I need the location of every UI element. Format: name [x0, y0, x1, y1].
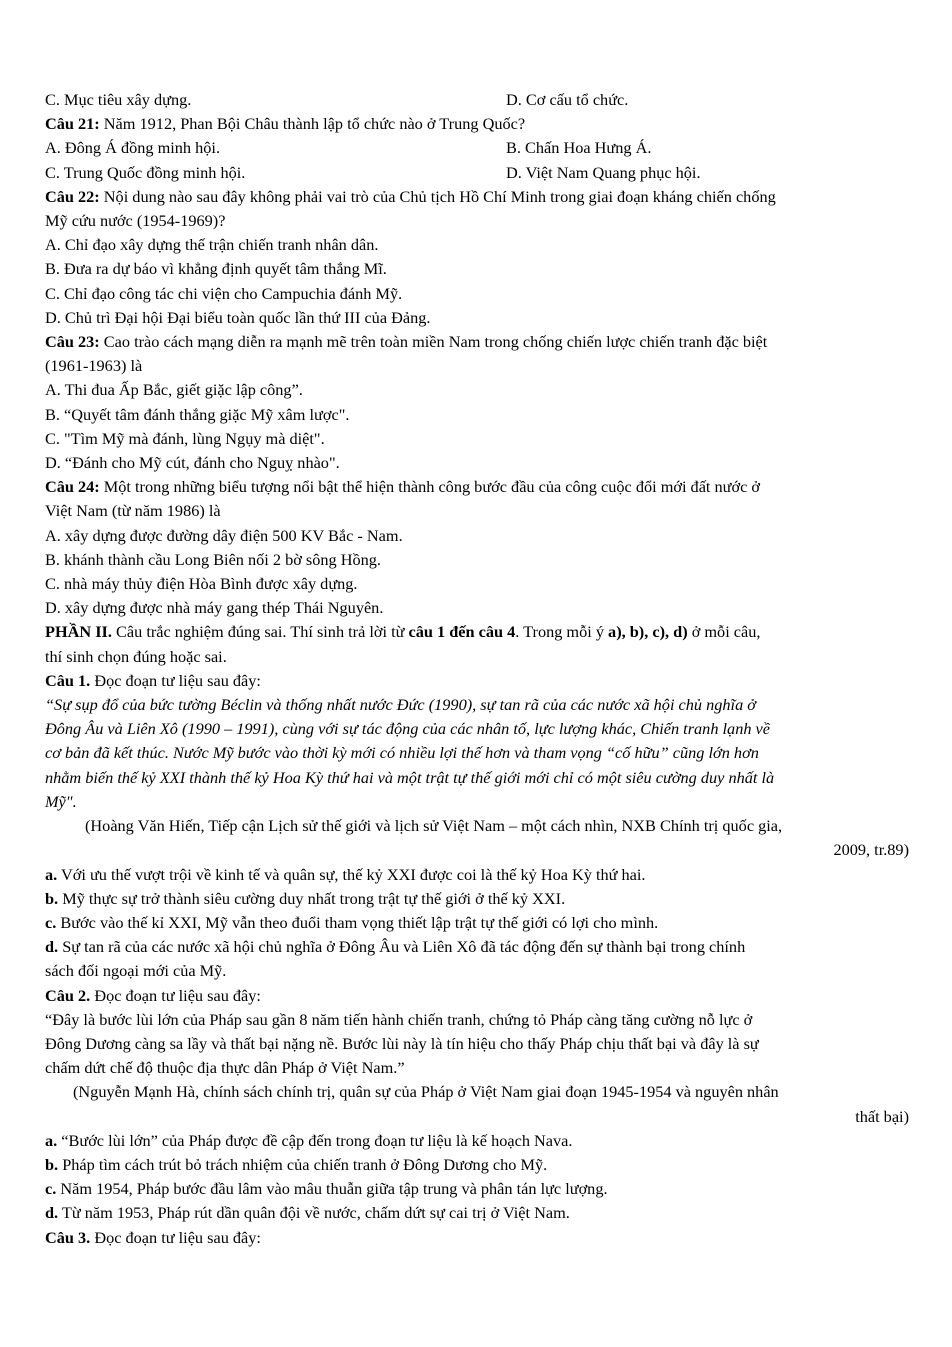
c1-citation: (Hoàng Văn Hiến, Tiếp cận Lịch sử thế giới và lịch sử Việt Nam – một cách nhìn, NXB Chính trị quốc gia, [85, 816, 783, 836]
part2-bold-items: a), b), c), d) [608, 622, 688, 642]
q24-option-c: C. nhà máy thủy điện Hòa Bình được xây dựng. [45, 574, 358, 594]
c1-d-text-line1: Sự tan rã của các nước xã hội chủ nghĩa ở Đông Âu và Liên Xô đã tác động đến sự thành bại trong chính [58, 937, 746, 957]
q21-label: Câu 21: [45, 114, 100, 134]
q22-text-line2: Mỹ cứu nước (1954-1969)? [45, 211, 226, 231]
c2-d-label: d. [45, 1203, 59, 1223]
q23-option-c: C. "Tìm Mỹ mà đánh, lùng Ngụy mà diệt". [45, 428, 325, 448]
c1-c-label: c. [45, 912, 57, 932]
c3-stem [45, 1226, 909, 1250]
c1-d-text-line2: sách đối ngoại mới của Mỹ. [45, 961, 227, 981]
q24-option-b: B. khánh thành cầu Long Biên nối 2 bờ sông Hồng. [45, 549, 382, 569]
c1-c-text: Bước vào thế kỉ XXI, Mỹ vẫn theo đuổi tham vọng thiết lập trật tự thế giới có lợi cho mình. [56, 912, 659, 932]
c2-citation-end: thất bại) [855, 1106, 909, 1126]
c1-citation-end: 2009, tr.89) [833, 840, 909, 860]
q23-text-line1: Cao trào cách mạng diễn ra mạnh mẽ trên toàn miền Nam trong chống chiến lược chiến tranh đặc biệt [99, 332, 768, 352]
q22-option-b: B. Đưa ra dự báo vì khẳng định quyết tâm thắng Mĩ. [45, 259, 387, 279]
c2-statement-b [45, 1153, 909, 1177]
c1-quote-line: nhằm biến thế kỷ XXI thành thế kỷ Hoa Kỳ thứ hai và một trật tự thế giới mới chỉ có một siêu cường duy nhất là [45, 767, 775, 787]
c2-intro: Đọc đoạn tư liệu sau đây: [90, 985, 261, 1005]
part2-text-line2: thí sinh chọn đúng hoặc sai. [45, 646, 227, 666]
c1-a-text: Với ưu thế vượt trội về kinh tế và quân sự, thế kỷ XXI được coi là thế kỷ Hoa Kỳ thứ hai. [57, 864, 646, 884]
c2-d-text: Từ năm 1953, Pháp rút dần quân đội về nước, chấm dứt sự cai trị ở Việt Nam. [58, 1203, 570, 1223]
q24-stem-line1 [45, 475, 909, 499]
c2-a-label: a. [45, 1130, 58, 1150]
q23-option-b: B. “Quyết tâm đánh thắng giặc Mỹ xâm lược". [45, 404, 350, 424]
q23-option-a: A. Thi đua Ấp Bắc, giết giặc lập công”. [45, 380, 303, 400]
q22-label: Câu 22: [45, 186, 100, 206]
q24-text-line1: Một trong những biểu tượng nổi bật thể hiện thành công bước đầu của công cuộc đổi mới đất nước ở [99, 477, 760, 497]
q20-option-d: D. Cơ cấu tổ chức. [506, 90, 629, 109]
c2-citation: (Nguyễn Mạnh Hà, chính sách chính trị, quân sự của Pháp ở Việt Nam giai đoạn 1945-1954 và nguyên nhân [73, 1082, 779, 1102]
c1-quote-line: cơ bản đã kết thúc. Nước Mỹ bước vào thời kỳ mới có nhiều lợi thế hơn và tham vọng “cố hữu” cũng lớn hơn [45, 743, 759, 763]
q22-stem-line1 [45, 185, 909, 209]
c1-statement-a [45, 863, 909, 887]
c2-quote-line: chấm dứt chế độ thuộc địa thực dân Pháp ở Việt Nam.” [45, 1058, 405, 1078]
c2-statement-d [45, 1201, 909, 1225]
c2-quote-line: “Đây là bước lùi lớn của Pháp sau gần 8 năm tiến hành chiến tranh, chứng tỏ Pháp càng tăng cường nỗ lực ở [45, 1009, 753, 1029]
q20-option-c: C. Mục tiêu xây dựng. [45, 90, 192, 109]
q22-option-d: D. Chủ trì Đại hội Đại biểu toàn quốc lần thứ III của Đảng. [45, 307, 431, 327]
c2-quote-line: Đông Dương càng sa lầy và thất bại nặng nề. Bước lùi này là tín hiệu cho thấy Pháp chịu thất bại và đây là sự [45, 1033, 759, 1053]
q21-option-d: D. Việt Nam Quang phục hội. [506, 162, 701, 182]
c1-statement-b [45, 887, 909, 911]
c1-b-label: b. [45, 888, 59, 908]
c1-d-label: d. [45, 937, 59, 957]
c2-b-text: Pháp tìm cách trút bỏ trách nhiệm của chiến tranh ở Đông Dương cho Mỹ. [58, 1154, 548, 1174]
part2-text-c: ở mỗi câu, [687, 622, 761, 642]
q21-option-c: C. Trung Quốc đồng minh hội. [45, 162, 246, 182]
q24-option-a: A. xây dựng được đường dây điện 500 KV Bắc - Nam. [45, 525, 403, 545]
q21-option-b: B. Chấn Hoa Hưng Á. [506, 138, 652, 158]
q24-option-d: D. xây dựng được nhà máy gang thép Thái Nguyên. [45, 598, 384, 618]
q20-options-cd [45, 88, 909, 112]
c2-statement-a [45, 1129, 909, 1153]
q24-text-line2: Việt Nam (từ năm 1986) là [45, 501, 221, 521]
c2-b-label: b. [45, 1154, 59, 1174]
part2-heading [45, 620, 909, 644]
part2-bold-range: câu 1 đến câu 4 [408, 622, 516, 642]
q21-text: Năm 1912, Phan Bội Châu thành lập tổ chức nào ở Trung Quốc? [99, 114, 526, 134]
c3-label: Câu 3. [45, 1227, 91, 1247]
q22-option-c: C. Chỉ đạo công tác chi viện cho Campuchia đánh Mỹ. [45, 283, 403, 303]
c2-stem [45, 984, 909, 1008]
exam-page [45, 88, 909, 1250]
q21-stem [45, 112, 909, 136]
q23-text-line2: (1961-1963) là [45, 356, 143, 376]
c2-label: Câu 2. [45, 985, 91, 1005]
c2-statement-c [45, 1177, 909, 1201]
c2-a-text: “Bước lùi lớn” của Pháp được đề cập đến trong đoạn tư liệu là kế hoạch Nava. [57, 1130, 573, 1150]
q21-option-a: A. Đông Á đồng minh hội. [45, 138, 221, 158]
q23-stem-line1 [45, 330, 909, 354]
c2-c-label: c. [45, 1179, 57, 1199]
c3-intro: Đọc đoạn tư liệu sau đây: [90, 1227, 261, 1247]
q21-options-cd [45, 161, 909, 185]
c1-statement-c [45, 911, 909, 935]
q23-option-d: D. “Đánh cho Mỹ cút, đánh cho Nguỵ nhào". [45, 453, 340, 473]
q24-label: Câu 24: [45, 477, 100, 497]
c1-quote-line: “Sự sụp đổ của bức tường Béclin và thống nhất nước Đức (1990), sự tan rã của các nước xã hội chủ nghĩa ở [45, 695, 756, 715]
part2-text-a: Câu trắc nghiệm đúng sai. Thí sinh trả lời từ [111, 622, 409, 642]
q22-text-line1: Nội dung nào sau đây không phải vai trò của Chủ tịch Hồ Chí Minh trong giai đoạn kháng chiến chống [99, 186, 776, 206]
q23-label: Câu 23: [45, 332, 100, 352]
c1-stem [45, 669, 909, 693]
part2-text-b: . Trong mỗi ý [515, 622, 609, 642]
c1-quote-line: Mỹ". [45, 791, 77, 811]
part2-label: PHẦN II. [45, 622, 112, 642]
c1-statement-d [45, 935, 909, 959]
c1-a-label: a. [45, 864, 58, 884]
c1-b-text: Mỹ thực sự trở thành siêu cường duy nhất trong trật tự thế giới ở thế kỷ XXI. [58, 888, 566, 908]
q21-options-ab [45, 136, 909, 160]
c2-c-text: Năm 1954, Pháp bước đầu lâm vào mâu thuẫn giữa tập trung và phân tán lực lượng. [56, 1179, 608, 1199]
c1-intro: Đọc đoạn tư liệu sau đây: [90, 670, 261, 690]
c1-quote-line: Đông Âu và Liên Xô (1990 – 1991), cùng với sự tác động của các nhân tố, lực lượng khác, Chiến tranh lạnh về [45, 719, 770, 739]
c1-label: Câu 1. [45, 670, 91, 690]
q22-option-a: A. Chỉ đạo xây dựng thế trận chiến tranh nhân dân. [45, 235, 379, 255]
